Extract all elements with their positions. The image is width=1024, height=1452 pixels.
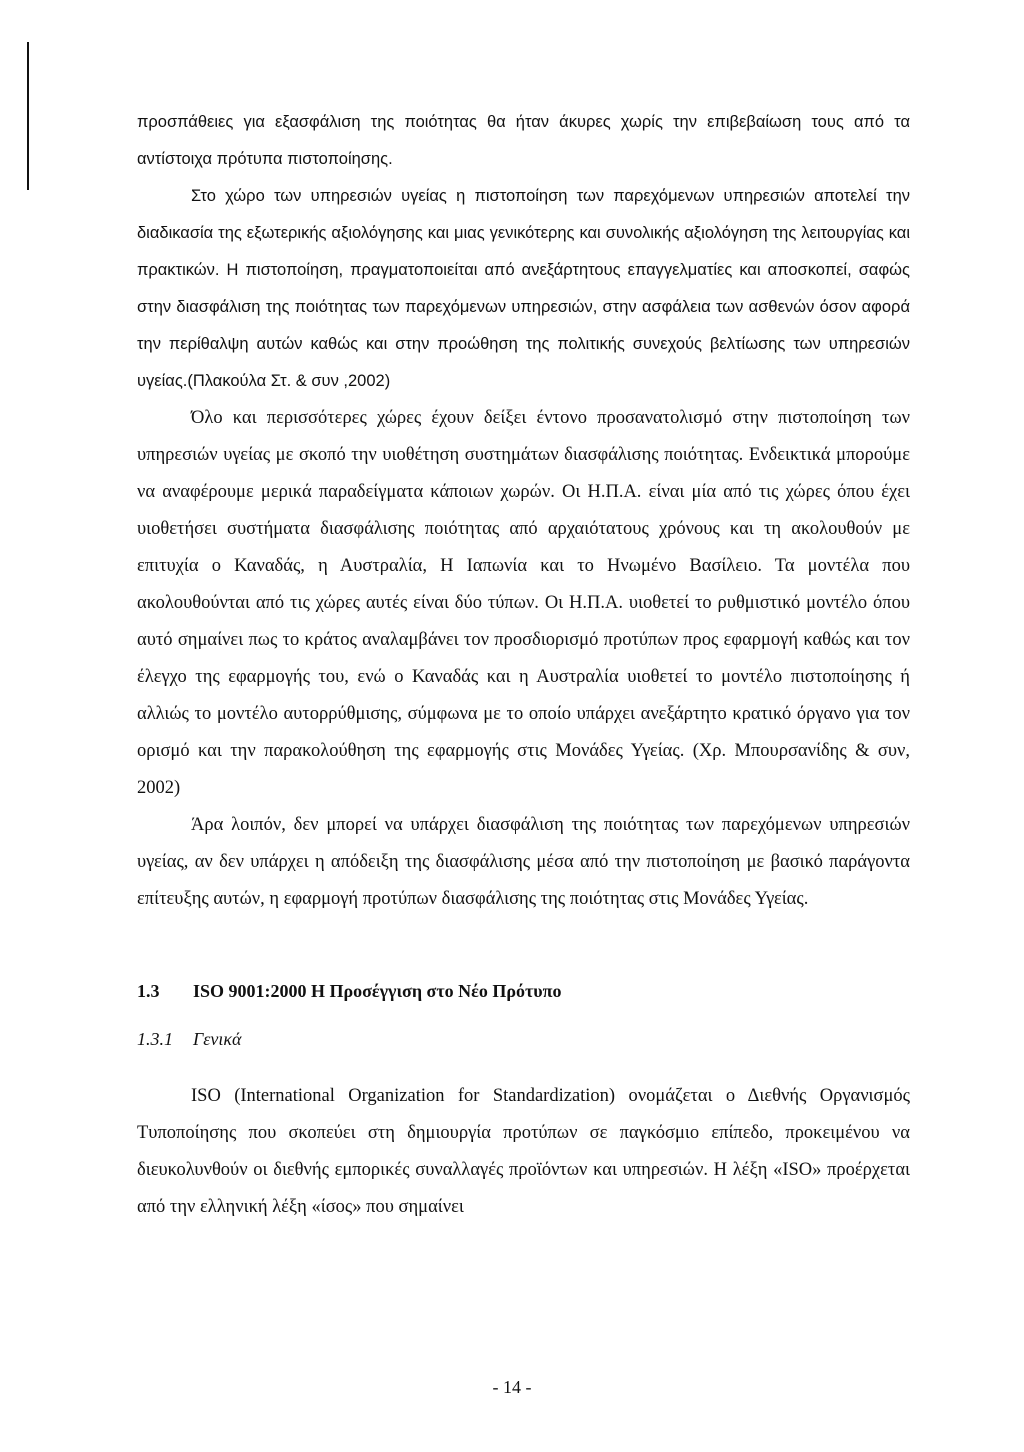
section-title: ISO 9001:2000 Η Προσέγγιση στο Νέο Πρότυπο: [193, 981, 562, 1001]
section-heading: [137, 976, 910, 1006]
paragraph-countries: Όλο και περισσότερες χώρες έχουν δείξει έντονο προσανατολισμό στην πιστοποίηση των υπηρεσιών υγείας με σκοπό την υιοθέτηση συστημάτων διασφάλισης ποιότητας. Ενδεικτικά μπορούμε να αναφέρουμε μερικά παραδείγματα κάποιων χωρών. Οι Η.Π.Α. είναι μία από τις χώρες όπου έχει υιοθετήσει συστήματα διασφάλισης ποιότητας από αρχαιότατους χρόνους και τη ακολουθούν με επιτυχία ο Καναδάς, η Αυστραλία, Η Ιαπωνία και το Ηνωμένο Βασίλειο. Τα μοντέλα που ακολουθούνται από τις χώρες αυτές είναι δύο τύπων. Οι Η.Π.Α. υιοθετεί το ρυθμιστικό μοντέλο όπου αυτό σημαίνει πως το κράτος αναλαμβάνει τον προσδιορισμό προτύπων προς εφαρμογή καθώς και τον έλεγχο της εφαρμογής του, ενώ ο Καναδάς και η Αυστραλία υιοθετεί το μοντέλο πιστοποίησης ή αλλιώς το μοντέλο αυτορρύθμισης, σύμφωνα με το οποίο υπάρχει ανεξάρτητο κρατικό όργανο για τον ορισμό και την παρακολούθηση της εφαρμογής στις Μονάδες Υγείας. (Χρ. Μπουρσανίδης & συν, 2002): [137, 408, 910, 798]
section-number: 1.3: [137, 981, 160, 1001]
paragraph-continuation: προσπάθειες για εξασφάλιση της ποιότητας θα ήταν άκυρες χωρίς την επιβεβαίωση τους από τα αντίστοιχα πρότυπα πιστοποίησης.: [137, 113, 910, 168]
page-number: - 14 -: [492, 1377, 532, 1397]
paragraph-conclusion: Άρα λοιπόν, δεν μπορεί να υπάρχει διασφάλιση της ποιότητας των παρεχόμενων υπηρεσιών υγείας, αν δεν υπάρχει η απόδειξη της διασφάλισης μέσα από την πιστοποίηση με βασικό παράγοντα επίτευξης αυτών, η εφαρμογή προτύπων διασφάλισης της ποιότητας στις Μονάδες Υγείας.: [137, 815, 910, 909]
subsection-heading: [137, 1024, 910, 1054]
subsection-number: 1.3.1: [137, 1029, 173, 1049]
document-page: [137, 104, 910, 1226]
subsection-title: Γενικά: [193, 1029, 242, 1049]
paragraph-iso: ISO (International Organization for Standardization) ονομάζεται ο Διεθνής Οργανισμός Τυποποίησης που σκοπεύει στη δημιουργία προτύπων σε παγκόσμιο επίπεδο, προκειμένου να διευκολυνθούν οι διεθνής εμπορικές συναλλαγές προϊόντων και υπηρεσιών. Η λέξη «ISO» προέρχεται από την ελληνική λέξη «ίσος» που σημαίνει: [137, 1086, 910, 1217]
scan-margin-line: [27, 42, 29, 190]
paragraph-certification: Στο χώρο των υπηρεσιών υγείας η πιστοποίηση των παρεχόμενων υπηρεσιών αποτελεί την διαδικασία της εξωτερικής αξιολόγησης και μιας γενικότερης και συνολικής αξιολόγηση της λειτουργίας και πρακτικών. Η πιστοποίηση, πραγματοποιείται από ανεξάρτητους επαγγελματίες και αποσκοπεί, σαφώς στην διασφάλιση της ποιότητας των παρεχόμενων υπηρεσιών, στην ασφάλεια των ασθενών όσον αφορά την περίθαλψη αυτών καθώς και στην προώθηση της πολιτικής συνεχούς βελτίωσης των υπηρεσιών υγείας.(Πλακούλα Στ. & συν ,2002): [137, 187, 910, 390]
